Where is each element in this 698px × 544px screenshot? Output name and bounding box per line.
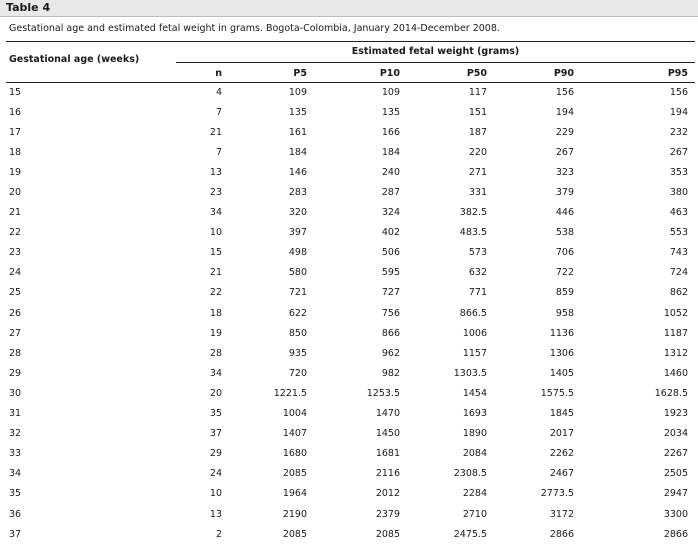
- p95-cell: 553: [669, 227, 688, 239]
- gestational-age-cell: 36: [9, 508, 22, 520]
- row-padding: [688, 524, 698, 544]
- p90-cell: 267: [555, 146, 574, 158]
- p90-cell: 1405: [549, 367, 574, 379]
- p5-cell: 850: [288, 327, 307, 339]
- p50-cell: 1454: [462, 387, 487, 399]
- p50-cell: 220: [468, 146, 487, 158]
- p50-cell: 331: [468, 187, 487, 199]
- gestational-age-cell: 22: [9, 227, 22, 239]
- table-row: [0, 283, 698, 303]
- table-row: [0, 404, 698, 424]
- p10-cell: 866: [381, 327, 400, 339]
- p90-cell: 194: [555, 106, 574, 118]
- p5-cell: 622: [288, 307, 307, 319]
- p50-cell: 2710: [462, 508, 487, 520]
- n-cell: 2: [215, 528, 222, 540]
- p90-cell: 1845: [549, 408, 574, 420]
- table-row: [0, 424, 698, 444]
- p5-cell: 1964: [282, 488, 307, 500]
- p90-cell: 859: [555, 287, 574, 299]
- table-row: [0, 464, 698, 484]
- table-row: [0, 82, 698, 102]
- p95-cell: 194: [669, 106, 688, 118]
- p5-cell: 1680: [282, 448, 307, 460]
- estimated-weight-header: Estimated fetal weight (grams): [351, 46, 520, 57]
- table-header: [0, 42, 698, 82]
- p95-cell: 1923: [663, 408, 688, 420]
- p5-cell: 1407: [282, 428, 307, 440]
- n-cell: 18: [209, 307, 222, 319]
- p95-cell: 724: [669, 267, 688, 279]
- p90-cell: 1136: [549, 327, 574, 339]
- p95-cell: 743: [669, 247, 688, 259]
- n-cell: 34: [209, 367, 222, 379]
- table-label: Table 4: [0, 0, 698, 17]
- p50-cell: 866.5: [459, 307, 487, 319]
- table-caption: Gestational age and estimated fetal weight in grams. Bogota-Colombia, January 2014-December 2008.: [9, 23, 500, 34]
- p10-cell: 109: [381, 86, 400, 98]
- p10-cell: 2085: [375, 528, 400, 540]
- p50-cell: 1157: [462, 347, 487, 359]
- row-padding: [688, 424, 698, 444]
- table-row: [0, 383, 698, 403]
- p10-cell: 982: [381, 367, 400, 379]
- row-padding: [688, 363, 698, 383]
- row-padding: [688, 283, 698, 303]
- row-padding: [688, 203, 698, 223]
- table-row: [0, 363, 698, 383]
- table-row: [0, 182, 698, 202]
- p90-cell: 323: [555, 166, 574, 178]
- p50-cell: 573: [468, 247, 487, 259]
- gestational-age-header: Gestational age (weeks): [9, 54, 140, 65]
- col-header-p10: P10: [379, 68, 400, 79]
- gestational-age-cell: 34: [9, 468, 22, 480]
- p50-cell: 1303.5: [453, 367, 487, 379]
- row-padding: [688, 444, 698, 464]
- p10-cell: 727: [381, 287, 400, 299]
- table-body: [0, 82, 698, 544]
- p90-cell: 958: [555, 307, 574, 319]
- gestational-age-cell: 35: [9, 488, 22, 500]
- p95-cell: 156: [669, 86, 688, 98]
- table-row: [0, 323, 698, 343]
- gestational-age-cell: 33: [9, 448, 22, 460]
- p90-cell: 538: [555, 227, 574, 239]
- n-cell: 35: [209, 408, 222, 420]
- gestational-age-cell: 25: [9, 287, 22, 299]
- table-row: [0, 122, 698, 142]
- row-padding: [688, 323, 698, 343]
- gestational-age-cell: 23: [9, 247, 22, 259]
- p50-cell: 117: [468, 86, 487, 98]
- p10-cell: 324: [381, 207, 400, 219]
- p90-cell: 706: [555, 247, 574, 259]
- estimated-weight-rule: [176, 62, 695, 63]
- n-cell: 28: [209, 347, 222, 359]
- p50-cell: 2084: [462, 448, 487, 460]
- p5-cell: 2085: [282, 468, 307, 480]
- gestational-age-cell: 30: [9, 387, 22, 399]
- table-row: [0, 444, 698, 464]
- p95-cell: 267: [669, 146, 688, 158]
- col-header-p90: P90: [553, 68, 574, 79]
- p10-cell: 2116: [375, 468, 400, 480]
- p95-cell: 380: [669, 187, 688, 199]
- gestational-age-cell: 16: [9, 106, 22, 118]
- p5-cell: 935: [288, 347, 307, 359]
- row-padding: [688, 162, 698, 182]
- n-cell: 29: [209, 448, 222, 460]
- row-padding: [688, 243, 698, 263]
- p90-cell: 1306: [549, 347, 574, 359]
- p50-cell: 1006: [462, 327, 487, 339]
- table-row: [0, 243, 698, 263]
- row-padding: [688, 82, 698, 102]
- row-padding: [688, 102, 698, 122]
- row-padding: [688, 383, 698, 403]
- p90-cell: 2467: [549, 468, 574, 480]
- row-padding: [688, 223, 698, 243]
- gestational-age-cell: 28: [9, 347, 22, 359]
- p95-cell: 1460: [663, 367, 688, 379]
- p5-cell: 135: [288, 106, 307, 118]
- gestational-age-cell: 21: [9, 207, 22, 219]
- p10-cell: 184: [381, 146, 400, 158]
- p95-cell: 2267: [663, 448, 688, 460]
- p95-cell: 2505: [663, 468, 688, 480]
- p10-cell: 1681: [375, 448, 400, 460]
- n-cell: 20: [209, 387, 222, 399]
- n-cell: 10: [209, 227, 222, 239]
- p10-cell: 756: [381, 307, 400, 319]
- p90-cell: 722: [555, 267, 574, 279]
- gestational-age-cell: 37: [9, 528, 22, 540]
- table-row: [0, 343, 698, 363]
- p5-cell: 184: [288, 146, 307, 158]
- table-row: [0, 203, 698, 223]
- row-padding: [688, 122, 698, 142]
- p95-cell: 862: [669, 287, 688, 299]
- p5-cell: 283: [288, 187, 307, 199]
- p10-cell: 135: [381, 106, 400, 118]
- p10-cell: 287: [381, 187, 400, 199]
- p90-cell: 2017: [549, 428, 574, 440]
- p10-cell: 2012: [375, 488, 400, 500]
- gestational-age-cell: 26: [9, 307, 22, 319]
- p10-cell: 1253.5: [366, 387, 400, 399]
- p50-cell: 771: [468, 287, 487, 299]
- p5-cell: 498: [288, 247, 307, 259]
- gestational-age-cell: 15: [9, 86, 22, 98]
- gestational-age-cell: 20: [9, 187, 22, 199]
- p95-cell: 2034: [663, 428, 688, 440]
- p95-cell: 1052: [663, 307, 688, 319]
- table-row: [0, 102, 698, 122]
- n-cell: 19: [209, 327, 222, 339]
- n-cell: 23: [209, 187, 222, 199]
- n-cell: 24: [209, 468, 222, 480]
- p5-cell: 721: [288, 287, 307, 299]
- row-padding: [688, 404, 698, 424]
- p5-cell: 1004: [282, 408, 307, 420]
- p90-cell: 2866: [549, 528, 574, 540]
- n-cell: 22: [209, 287, 222, 299]
- table-row: [0, 524, 698, 544]
- n-cell: 21: [209, 126, 222, 138]
- p5-cell: 146: [288, 166, 307, 178]
- p95-cell: 2947: [663, 488, 688, 500]
- col-header-p5: P5: [293, 68, 307, 79]
- p50-cell: 271: [468, 166, 487, 178]
- col-header-p50: P50: [466, 68, 487, 79]
- row-padding: [688, 263, 698, 283]
- p5-cell: 2085: [282, 528, 307, 540]
- n-cell: 34: [209, 207, 222, 219]
- p50-cell: 151: [468, 106, 487, 118]
- p10-cell: 240: [381, 166, 400, 178]
- row-padding: [688, 464, 698, 484]
- p5-cell: 397: [288, 227, 307, 239]
- gestational-age-cell: 18: [9, 146, 22, 158]
- p5-cell: 580: [288, 267, 307, 279]
- n-cell: 13: [209, 166, 222, 178]
- gestational-age-cell: 24: [9, 267, 22, 279]
- table-row: [0, 504, 698, 524]
- p10-cell: 506: [381, 247, 400, 259]
- p95-cell: 463: [669, 207, 688, 219]
- p5-cell: 320: [288, 207, 307, 219]
- p95-cell: 353: [669, 166, 688, 178]
- table-row: [0, 263, 698, 283]
- n-cell: 37: [209, 428, 222, 440]
- gestational-age-cell: 32: [9, 428, 22, 440]
- p95-cell: 1628.5: [654, 387, 688, 399]
- p90-cell: 379: [555, 187, 574, 199]
- gestational-age-cell: 31: [9, 408, 22, 420]
- n-cell: 7: [215, 106, 222, 118]
- n-cell: 13: [209, 508, 222, 520]
- gestational-age-cell: 19: [9, 166, 22, 178]
- col-header-n: n: [215, 68, 222, 79]
- p50-cell: 2284: [462, 488, 487, 500]
- table-row: [0, 223, 698, 243]
- p10-cell: 1470: [375, 408, 400, 420]
- p90-cell: 446: [555, 207, 574, 219]
- n-cell: 4: [215, 86, 222, 98]
- p5-cell: 1221.5: [273, 387, 307, 399]
- p90-cell: 229: [555, 126, 574, 138]
- p10-cell: 595: [381, 267, 400, 279]
- p50-cell: 382.5: [459, 207, 487, 219]
- p95-cell: 1312: [663, 347, 688, 359]
- p90-cell: 3172: [549, 508, 574, 520]
- p50-cell: 187: [468, 126, 487, 138]
- p50-cell: 2308.5: [453, 468, 487, 480]
- p95-cell: 3300: [663, 508, 688, 520]
- p90-cell: 156: [555, 86, 574, 98]
- p50-cell: 1890: [462, 428, 487, 440]
- p5-cell: 2190: [282, 508, 307, 520]
- gestational-age-cell: 17: [9, 126, 22, 138]
- data-table: [0, 82, 698, 544]
- table-row: [0, 484, 698, 504]
- p95-cell: 232: [669, 126, 688, 138]
- table-row: [0, 303, 698, 323]
- p5-cell: 161: [288, 126, 307, 138]
- row-padding: [688, 303, 698, 323]
- row-padding: [688, 142, 698, 162]
- n-cell: 10: [209, 488, 222, 500]
- p50-cell: 483.5: [459, 227, 487, 239]
- p10-cell: 402: [381, 227, 400, 239]
- table-row: [0, 162, 698, 182]
- p95-cell: 2866: [663, 528, 688, 540]
- p50-cell: 632: [468, 267, 487, 279]
- p5-cell: 109: [288, 86, 307, 98]
- p10-cell: 2379: [375, 508, 400, 520]
- row-padding: [688, 504, 698, 524]
- gestational-age-cell: 29: [9, 367, 22, 379]
- col-header-p95: P95: [667, 68, 688, 79]
- p10-cell: 1450: [375, 428, 400, 440]
- p10-cell: 962: [381, 347, 400, 359]
- p50-cell: 2475.5: [453, 528, 487, 540]
- p50-cell: 1693: [462, 408, 487, 420]
- p90-cell: 1575.5: [540, 387, 574, 399]
- n-cell: 21: [209, 267, 222, 279]
- p95-cell: 1187: [663, 327, 688, 339]
- p90-cell: 2773.5: [540, 488, 574, 500]
- p5-cell: 720: [288, 367, 307, 379]
- row-padding: [688, 343, 698, 363]
- n-cell: 15: [209, 247, 222, 259]
- gestational-age-cell: 27: [9, 327, 22, 339]
- p90-cell: 2262: [549, 448, 574, 460]
- table-row: [0, 142, 698, 162]
- n-cell: 7: [215, 146, 222, 158]
- row-padding: [688, 484, 698, 504]
- p10-cell: 166: [381, 126, 400, 138]
- row-padding: [688, 182, 698, 202]
